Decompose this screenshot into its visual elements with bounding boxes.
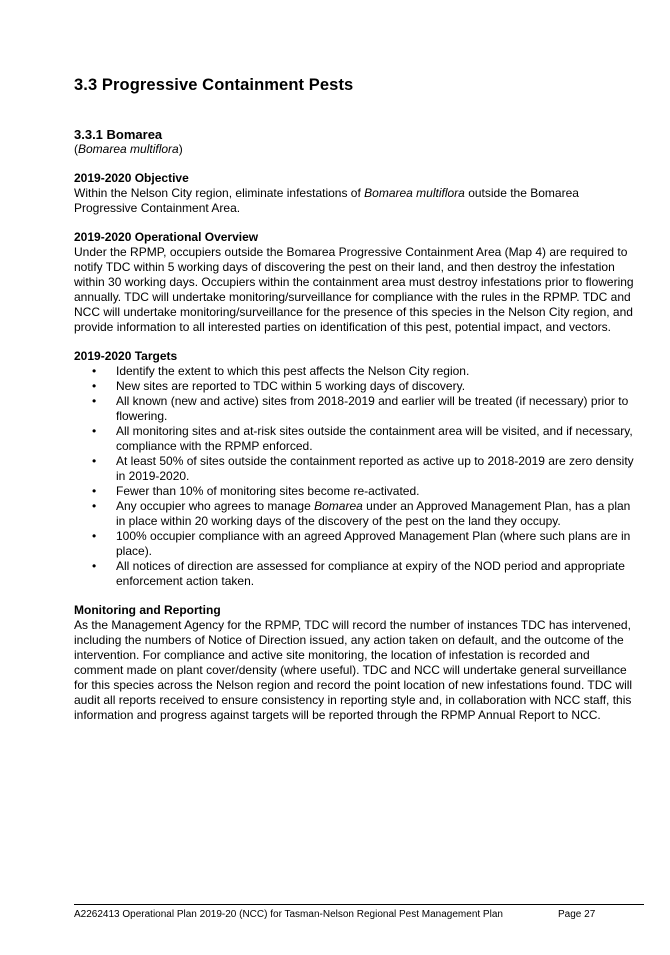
scientific-name-open: ( (74, 142, 78, 156)
list-item: • New sites are reported to TDC within 5 working days of discovery. (74, 379, 640, 394)
footer-document: A2262413 Operational Plan 2019-20 (NCC) for Tasman-Nelson Regional Pest Management Plan (74, 909, 503, 920)
objective-text-after: outside the Bomarea Progressive Containment Area. (74, 186, 579, 215)
overview-heading: 2019-2020 Operational Overview (74, 230, 259, 244)
scientific-name-close: ) (178, 142, 183, 156)
objective-heading: 2019-2020 Objective (74, 171, 189, 185)
monitoring-text: As the Management Agency for the RPMP, TDC will record the number of instances TDC has intervened, including the numbers of Notice of Direction issued, any action taken on default, and the outcome of the intervention. For compliance and active site monitoring, the location of infestation is recorded and comment made on plant cover/density (where useful). TDC and NCC will undertake general surveillance for this species across the Nelson region and record the point location of new infestations found. TDC will audit all reports received to ensure consistency in reporting style and, in collaboration with NCC staff, this information and progress against targets will be reported through the RPMP Annual Report to NCC. (74, 618, 633, 722)
monitoring-heading: Monitoring and Reporting (74, 603, 221, 617)
targets-list (74, 364, 640, 589)
scientific-name-text: Bomarea multiflora (78, 142, 179, 156)
list-item: • All known (new and active) sites from 2018-2019 and earlier will be treated (if necessary) prior to flowering. (74, 394, 640, 424)
list-item-after: under an Approved Management Plan, has a plan in place within 20 working days of the discovery of the pest on the land they occupy. (116, 499, 631, 528)
list-item: • Fewer than 10% of monitoring sites become re-activated. (74, 484, 640, 499)
list-item (74, 499, 640, 529)
scientific-name (74, 142, 640, 157)
list-item: • All notices of direction are assessed for compliance at expiry of the NOD period and appropriate enforcement action taken. (74, 559, 640, 589)
objective-text (74, 186, 640, 216)
list-item-italic: Bomarea (314, 499, 363, 513)
objective-text-italic: Bomarea multiflora (364, 186, 465, 200)
page-content (74, 76, 640, 737)
footer-page-number: Page 27 (558, 909, 596, 920)
list-item: • At least 50% of sites outside the containment reported as active up to 2018-2019 are zero density in 2019-2020. (74, 454, 640, 484)
section-title: 3.3 Progressive Containment Pests (74, 76, 354, 94)
targets-heading: 2019-2020 Targets (74, 349, 178, 363)
list-item-before: Any occupier who agrees to manage (116, 499, 315, 513)
page-footer (74, 904, 644, 920)
overview-text: Under the RPMP, occupiers outside the Bomarea Progressive Containment Area (Map 4) are required to notify TDC within 5 working days of discovering the pest on their land, and then destroy the infestation within 30 working days. Occupiers within the containment area must destroy infestations prior to flowering annually. TDC will undertake monitoring/surveillance for compliance with the rules in the RPMP. TDC and NCC will undertake monitoring/surveillance for the presence of this species in the Nelson City region, and provide information to all interested parties on identification of this pest, potential impact, and vectors. (74, 245, 634, 334)
list-item: • All monitoring sites and at-risk sites outside the containment area will be visited, and if necessary, compliance with the RPMP enforced. (74, 424, 640, 454)
objective-text-before: Within the Nelson City region, eliminate infestations of (74, 186, 365, 200)
list-item: • Identify the extent to which this pest affects the Nelson City region. (74, 364, 640, 379)
subsection-title: 3.3.1 Bomarea (74, 127, 163, 142)
list-item: • 100% occupier compliance with an agreed Approved Management Plan (where such plans are in place). (74, 529, 640, 559)
